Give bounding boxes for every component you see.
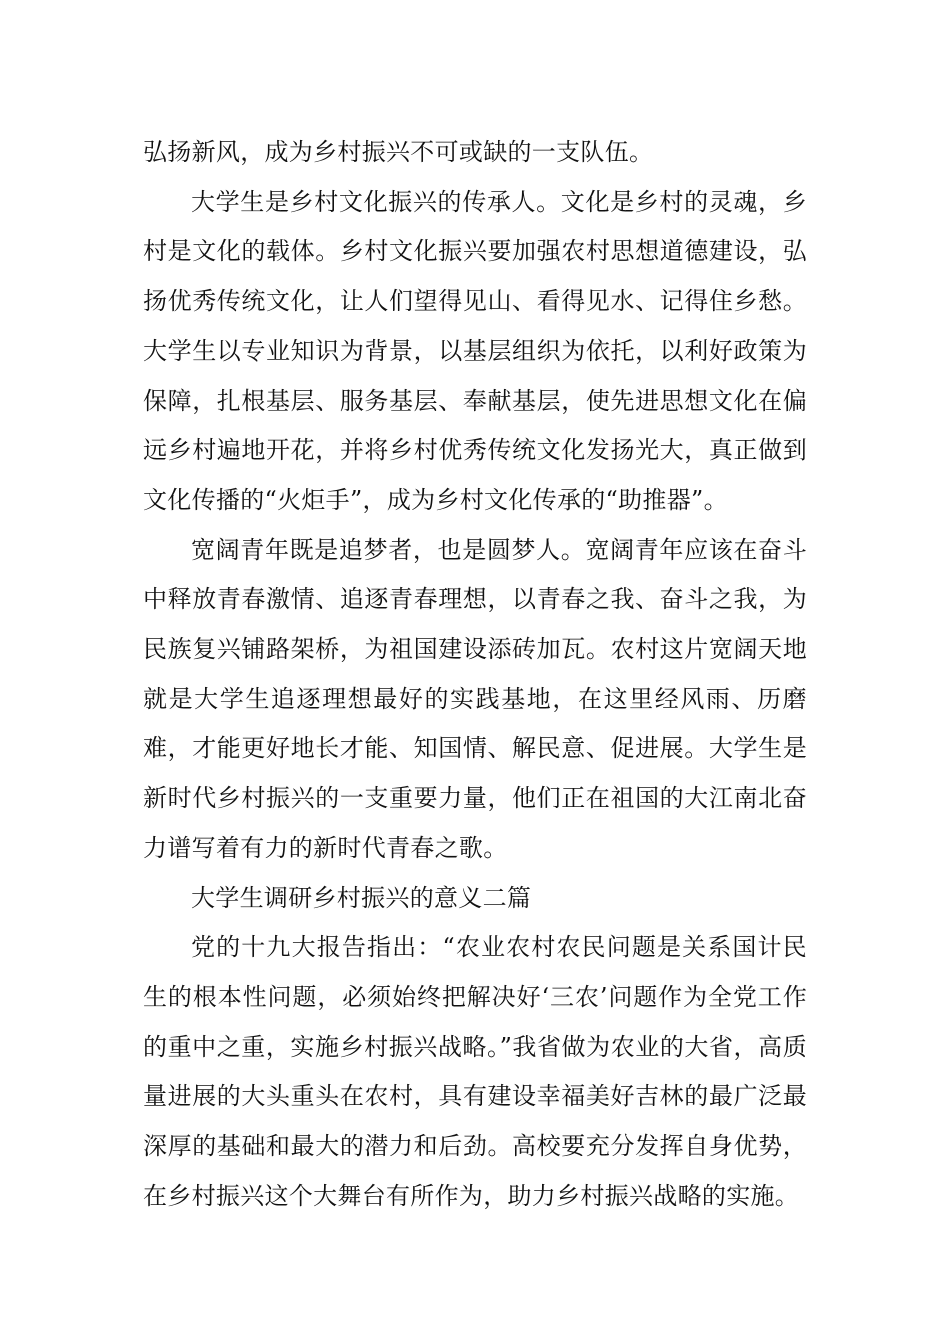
paragraph-youth-dreams: 宽阔青年既是追梦者，也是圆梦人。宽阔青年应该在奋斗中释放青春激情、追逐青春理想，以青春之我、奋斗之我，为民族复兴铺路架桥，为祖国建设添砖加瓦。农村这片宽阔天地就是大学生追逐理想最好的实践基地，在这里经风雨、历磨难，才能更好地长才能、知国情、解民意、促进展。大学生是新时代乡村振兴的一支重要力量，他们正在祖国的大江南北奋力谱写着有力的新时代青春之歌。 bbox=[143, 535, 807, 862]
paragraph-party-report: 党的十九大报告指出：“农业农村农民问题是关系国计民生的根本性问题，必须始终把解决好‘三农’问题作为全党工作的重中之重，实施乡村振兴战略。”我省做为农业的大省，高质量进展的大头重头在农村，具有建设幸福美好吉林的最广泛最深厚的基础和最大的潜力和后劲。高校要充分发挥自身优势，在乡村振兴这个大舞台有所作为，助力乡村振兴战略的实施。 bbox=[143, 933, 807, 1210]
paragraph-continuation: 弘扬新风，成为乡村振兴不可或缺的一支队伍。 bbox=[143, 138, 654, 166]
section-heading: 大学生调研乡村振兴的意义二篇 bbox=[191, 883, 532, 912]
paragraph-cultural-revitalization: 大学生是乡村文化振兴的传承人。文化是乡村的灵魂，乡村是文化的载体。乡村文化振兴要加强农村思想道德建设，弘扬优秀传统文化，让人们望得见山、看得见水、记得住乡愁。大学生以专业知识为背景，以基层组织为依托，以利好政策为保障，扎根基层、服务基层、奉献基层，使先进思想文化在偏远乡村遍地开花，并将乡村优秀传统文化发扬光大，真正做到文化传播的“火炬手”，成为乡村文化传承的“助推器”。 bbox=[143, 187, 807, 514]
document-body bbox=[143, 128, 807, 1221]
